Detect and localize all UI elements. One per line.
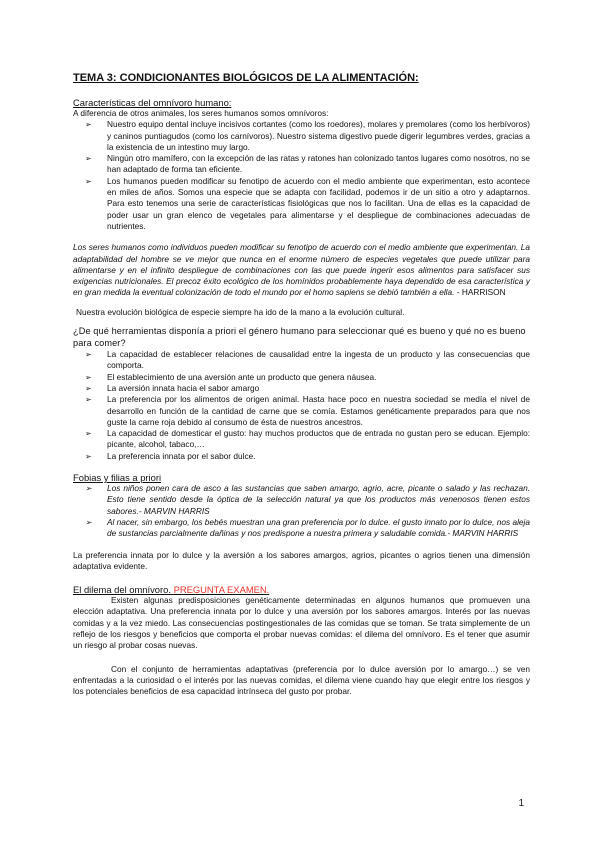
list-item: ➢ La aversión innata hacia el sabor amargo [85,382,260,393]
arrow-bullet-icon: ➢ [85,484,92,494]
list-item: ➢ La preferencia por los alimentos de origen animal. Hasta hace poco en nuestra sociedad se medía el nivel de desarrollo en función de la cantidad de carne que se comía. Estamos genéticamente preparados para que nos guste la carne roja debido al consumo de ésta de nuestros ancestros. [85,394,530,427]
list-item: ➢ La preferencia innata por el sabor dulce. [85,450,256,461]
dilemma-paragraph-2: Con el conjunto de herramientas adaptativas (preferencia por lo dulce aversión por lo amargo…) se ven enfrentadas a la curiosidad o el interés por las nuevas comidas, el dilema viene cuando hay que elegir entre los riesgos y los potenciales beneficios de esa capacidad intrínseca del gusto por probar. [73,663,530,697]
arrow-bullet-icon: ➢ [85,120,92,130]
list-item: ➢ La capacidad de domesticar el gusto: hay muchos productos que de entrada no gustan pero se educan. Ejemplo: picante, alcohol, tabaco,… [85,428,530,450]
harrison-quote: Los seres humanos como individuos pueden modificar su fenotipo de acuerdo con el medio ambiente que experimentan. La adaptabilidad del hombre se ve mejor que nunca en el enorme número de especies vegetales que puede utilizar para alimentarse y en el infinito despliegue de combinaciones con las que puede ingerir esos alimentos para satisfacer sus exigencias nutricionales. El precoz éxito ecológico de los homínidos probablemente haya dependido de esa característica y en gran medida la eventual colonización de todo el mundo por el homo sapiens se debió también a ella. - HARRISON [73,242,530,298]
evolution-statement: Nuestra evolución biológica de especie siempre ha ido de la mano a la evolución cultural. [76,306,405,317]
arrow-bullet-icon: ➢ [85,176,92,186]
dilemma-paragraph-1: Existen algunas predisposiciones genéticamente determinadas en algunos humanos que promueven una elección adaptativa. Una preferencia innata por lo dulce y una aversión por los sabores amargos. Interés por las nuevas comidas y a la vez miedo. Las consecuencias postingestionales de las comidas que se toman. Se trata simplemente de un reflejo de los riesgos y beneficios que comporta el probar nuevas comidas: el dilema del omnívoro. Es el tener que asumir un riesgo al probar cosas nuevas. [73,595,530,651]
phobias-summary: La preferencia innata por lo dulce y la aversión a los sabores amargos, agrios, picantes o agrios tienen una dimensión adaptativa evidente. [73,549,530,571]
exam-question-tag: PREGUNTA EXAMEN [173,584,267,596]
list-item: ➢ Al nacer, sin embargo, los bebés muestran una gran preferencia por lo dulce. el gusto innato por lo dulce, nos aleja de sustancias parcialmente dañinas y nos predispone a nuestra primera y saludable comida.- MARVIN HARRIS [85,516,530,539]
list-item: ➢ Los humanos pueden modificar su fenotipo de acuerdo con el medio ambiente que experimentan, esto acontece en miles de años. Somos una especie que se adapta con facilidad, podemos ir de un sitio a otro y adaptarnos. Para esto tenemos una serie de características fisiológicas que nos lo facilitan. Una de ellas es la capacidad de poder usar un gran elenco de vegetales para alimentarse y el despliegue de combinaciones adecuadas de nutrientes. [85,175,530,231]
section-heading-phobias: Fobias y filias a priori [73,472,162,484]
tools-list [73,349,530,462]
tools-question: ¿De qué herramientas disponía a priori el género humano para seleccionar qué es bueno y qué no es bueno para comer? [73,326,526,348]
list-item: ➢ El establecimiento de una aversión ante un producto que genera náusea. [85,371,377,382]
omnivore-list [73,119,530,232]
list-item: ➢ Nuestro equipo dental incluye incisivos cortantes (como los roedores), molares y premolares (como los herbívoros) y caninos puntiagudos (como los carnívoros). Nuestro sistema digestivo puede digerir legumbres verdes, gracias a la existencia de un intestino muy largo. [85,119,530,152]
section-intro: A diferencia de otros animales, los seres humanos somos omnívoros: [73,108,329,118]
arrow-bullet-icon: ➢ [85,154,92,164]
arrow-bullet-icon: ➢ [85,429,92,439]
phobias-list [73,483,530,539]
section-heading-dilemma: El dilema del omnívoro. PREGUNTA EXAMEN. [73,584,270,596]
list-item: ➢ La capacidad de establecer relaciones de causalidad entre la ingesta de un producto y las consecuencias que comporta. [85,349,530,371]
arrow-bullet-icon: ➢ [85,395,92,405]
list-item: ➢ Ningún otro mamífero, con la excepción de las ratas y ratones han colonizado tantos lugares como nosotros, no se han adaptado de forma tan eficiente. [85,153,530,175]
arrow-bullet-icon: ➢ [85,372,92,382]
arrow-bullet-icon: ➢ [85,383,92,393]
arrow-bullet-icon: ➢ [85,350,92,360]
page-number: 1 [518,798,524,809]
page-title: TEMA 3: CONDICIONANTES BIOLÓGICOS DE LA ALIMENTACIÓN: [73,72,419,84]
list-item: ➢ Los niños ponen cara de asco a las sustancias que saben amargo, agrio, acre, picante o salado y las rechazan. Esto tiene sentido desde la óptica de la selección natural ya que los productos más venenosos tienen estos sabores.- MARVIN HARRIS [85,483,530,516]
arrow-bullet-icon: ➢ [85,517,92,527]
arrow-bullet-icon: ➢ [85,451,92,461]
section-heading-omnivore: Características del omnívoro humano: [73,97,232,108]
